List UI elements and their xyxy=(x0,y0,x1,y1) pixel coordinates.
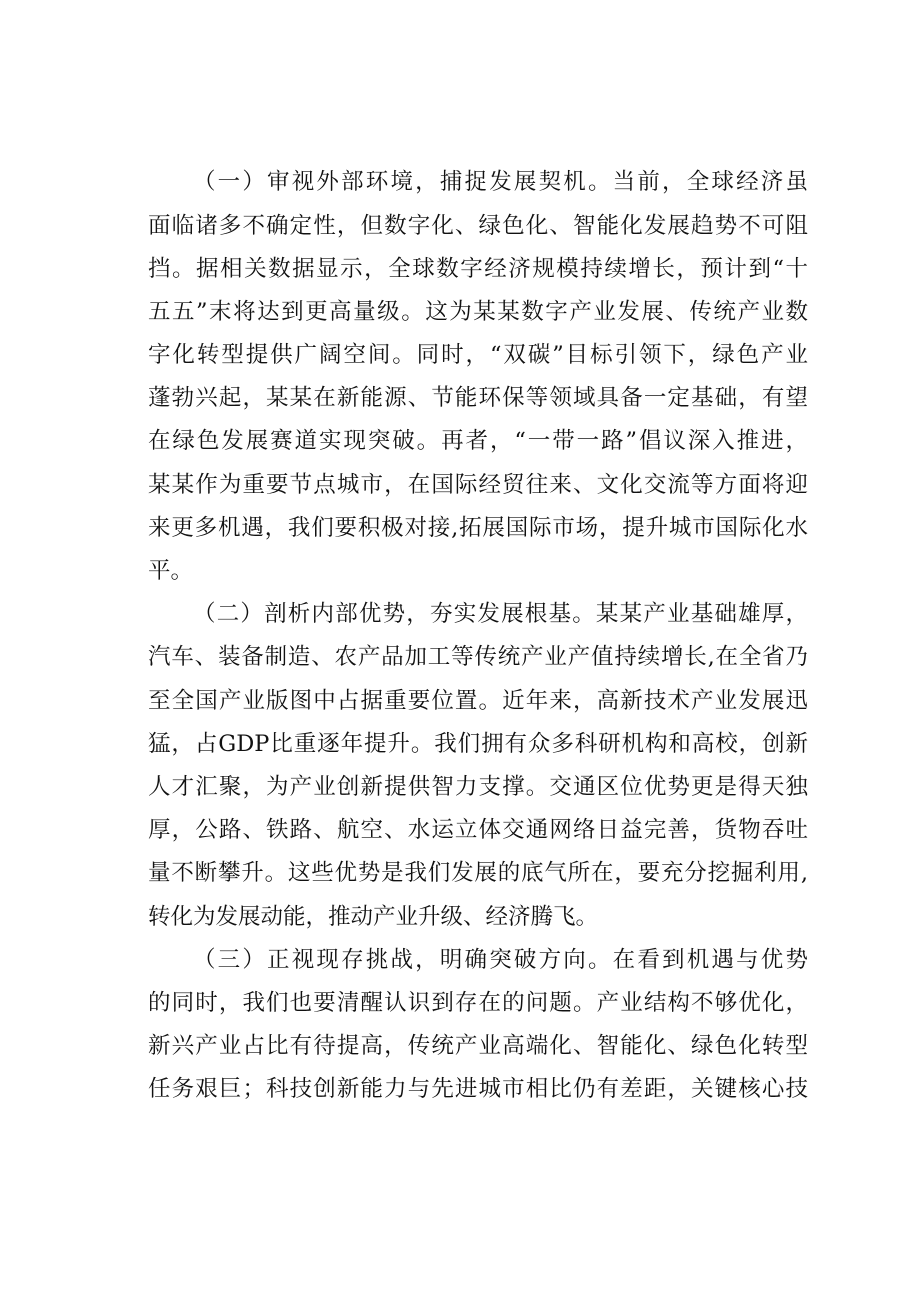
paragraph-2-line-7: 量不断攀升。这些优势是我们发展的底气所在，要充分挖掘利用, xyxy=(148,860,808,886)
paragraph-2-line-6: 厚，公路、铁路、航空、水运立体交通网络日益完善，货物吞吐 xyxy=(148,817,808,843)
paragraph-3-line-3: 新兴产业占比有待提高，传统产业高端化、智能化、绿色化转型 xyxy=(148,1033,808,1059)
paragraph-1-line-8: 某某作为重要节点城市，在国际经贸往来、文化交流等方面将迎 xyxy=(148,472,808,498)
paragraph-2-line-5: 人才汇聚，为产业创新提供智力支撑。交通区位优势更是得天独 xyxy=(148,774,808,800)
paragraph-1-line-4: 五五”末将达到更高量级。这为某某数字产业发展、传统产业数 xyxy=(148,299,808,325)
paragraph-3-line-4: 任务艰巨；科技创新能力与先进城市相比仍有差距，关键核心技 xyxy=(148,1076,808,1102)
paragraph-1-line-5: 字化转型提供广阔空间。同时，“双碳”目标引领下，绿色产业 xyxy=(148,342,808,368)
paragraph-2-line-1: （二）剖析内部优势，夯实发展根基。某某产业基础雄厚， xyxy=(193,601,808,627)
paragraph-1-line-7: 在绿色发展赛道实现突破。再者，“一带一路”倡议深入推进， xyxy=(148,428,808,454)
paragraph-1-line-10: 平。 xyxy=(148,558,194,584)
paragraph-2-line-3: 至全国产业版图中占据重要位置。近年来，高新技术产业发展迅 xyxy=(148,688,808,714)
paragraph-2-line-8: 转化为发展动能，推动产业升级、经济腾飞。 xyxy=(148,904,599,930)
paragraph-1-line-9: 来更多机遇，我们要积极对接,拓展国际市场，提升城市国际化水 xyxy=(148,515,808,541)
paragraph-1-line-2: 面临诸多不确定性，但数字化、绿色化、智能化发展趋势不可阻 xyxy=(148,213,808,239)
paragraph-1-line-6: 蓬勃兴起，某某在新能源、节能环保等领域具备一定基础，有望 xyxy=(148,385,808,411)
paragraph-2-line-2: 汽车、装备制造、农产品加工等传统产业产值持续增长,在全省乃 xyxy=(148,644,808,670)
paragraph-1-line-3: 挡。据相关数据显示，全球数字经济规模持续增长，预计到“十 xyxy=(148,256,808,282)
paragraph-1-line-1: （一）审视外部环境，捕捉发展契机。当前，全球经济虽 xyxy=(193,169,808,195)
paragraph-2-line-4: 猛，占GDP比重逐年提升。我们拥有众多科研机构和高校，创新 xyxy=(148,731,808,757)
paragraph-3-line-2: 的同时，我们也要清醒认识到存在的问题。产业结构不够优化， xyxy=(148,990,808,1016)
paragraph-3-line-1: （三）正视现存挑战，明确突破方向。在看到机遇与优势 xyxy=(193,947,808,973)
